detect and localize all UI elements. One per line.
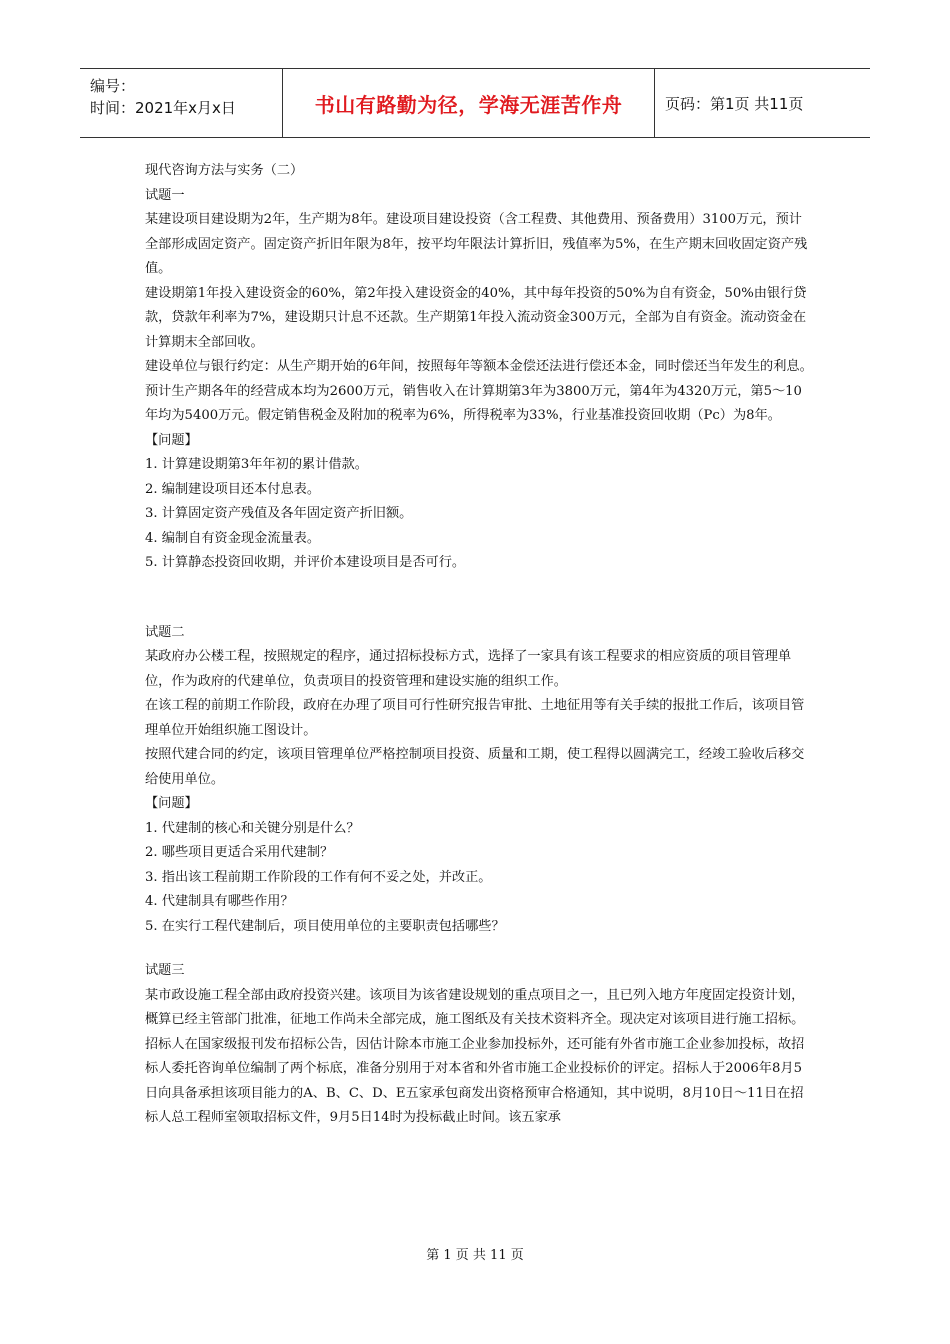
q1-question: 2. 编制建设项目还本付息表。 bbox=[145, 481, 321, 497]
q1-paragraph: 某建设项目建设期为2年，生产期为8年。建设项目建设投资（含工程费、其他费用、预备费用）3100万元，预计全部形成固定资产。固定资产折旧年限为8年，按平均年限法计算折旧，残值率为5%，在生产期末回收固定资产残值。 bbox=[145, 212, 808, 276]
q2-heading: 试题二 bbox=[145, 624, 185, 640]
page-header bbox=[80, 68, 870, 138]
section-spacer bbox=[145, 939, 815, 959]
time-label: 时间：2021年x月x日 bbox=[90, 99, 236, 117]
q2-question: 3. 指出该工程前期工作阶段的工作有何不妥之处，并改正。 bbox=[145, 869, 492, 885]
page-footer bbox=[0, 1244, 950, 1263]
q2-question: 4. 代建制具有哪些作用？ bbox=[145, 894, 294, 909]
q1-paragraph: 建设期第1年投入建设资金的60%，第2年投入建设资金的40%，其中每年投资的50%为自有资金，50%由银行贷款，贷款年利率为7%，建设期只计息不还款。生产期第1年投入流动资金300万元，全部为自有资金。流动资金在计算期末全部回收。 bbox=[145, 285, 807, 350]
q1-paragraph: 预计生产期各年的经营成本均为2600万元，销售收入在计算期第3年为3800万元，第4年为4320万元，第5～10年均为5400万元。假定销售税金及附加的税率为6%，所得税率为33%，行业基准投资回收期（Pc）为8年。 bbox=[145, 383, 802, 423]
q2-question-label: 【问题】 bbox=[145, 796, 198, 811]
doc-title: 现代咨询方法与实务（二） bbox=[145, 163, 304, 178]
q1-question: 3. 计算固定资产残值及各年固定资产折旧额。 bbox=[145, 506, 413, 521]
q2-question: 5. 在实行工程代建制后，项目使用单位的主要职责包括哪些？ bbox=[145, 918, 505, 934]
header-page-cell bbox=[655, 69, 870, 137]
code-label: 编号： bbox=[90, 77, 136, 95]
q1-heading: 试题一 bbox=[145, 187, 185, 203]
document-body bbox=[145, 159, 815, 1131]
page-label: 页码：第1页 共11页 bbox=[665, 94, 804, 113]
q1-question: 5. 计算静态投资回收期，并评价本建设项目是否可行。 bbox=[145, 555, 466, 570]
header-motto-cell bbox=[282, 69, 655, 137]
q2-paragraph: 在该工程的前期工作阶段，政府在办理了项目可行性研究报告审批、土地征用等有关手续的报批工作后，该项目管理单位开始组织施工图设计。 bbox=[145, 698, 805, 738]
section-spacer bbox=[145, 576, 815, 621]
q1-question: 4. 编制自有资金现金流量表。 bbox=[145, 530, 321, 546]
q1-question: 1. 计算建设期第3年年初的累计借款。 bbox=[145, 457, 368, 472]
q2-question: 1. 代建制的核心和关键分别是什么？ bbox=[145, 820, 360, 836]
motto-text: 书山有路勤为径，学海无涯苦作舟 bbox=[314, 92, 623, 117]
q1-paragraph: 建设单位与银行约定：从生产期开始的6年间，按照每年等额本金偿还法进行偿还本金，同时偿还当年发生的利息。 bbox=[145, 359, 813, 374]
q1-question-label: 【问题】 bbox=[145, 432, 198, 448]
q3-heading: 试题三 bbox=[145, 963, 185, 978]
footer-page-number: 第 1 页 共 11 页 bbox=[426, 1248, 524, 1263]
q2-paragraph: 按照代建合同的约定，该项目管理单位严格控制项目投资、质量和工期，使工程得以圆满完工，经竣工验收后移交给使用单位。 bbox=[145, 747, 805, 787]
q3-paragraph: 某市政设施工程全部由政府投资兴建。该项目为该省建设规划的重点项目之一，且已列入地方年度固定投资计划，概算已经主管部门批准，征地工作尚未全部完成，施工图纸及有关技术资料齐全。现决定对该项目进行施工招标。招标人在国家级报刊发布招标公告，因估计除本市施工企业参加投标外，还可能有外省市施工企业参加投标，故招标人委托咨询单位编制了两个标底，准备分别用于对本省和外省市施工企业投标价的评定。招标人于2006年8月5日向具备承担该项目能力的A、B、C、D、E五家承包商发出资格预审合格通知，其中说明，8月10日～11日在招标人总工程师室领取招标文件，9月5日14时为投标截止时间。该五家承 bbox=[145, 987, 805, 1125]
q2-question: 2. 哪些项目更适合采用代建制？ bbox=[145, 845, 334, 860]
q2-paragraph: 某政府办公楼工程，按照规定的程序，通过招标投标方式，选择了一家具有该工程要求的相应资质的项目管理单位，作为政府的代建单位，负责项目的投资管理和建设实施的组织工作。 bbox=[145, 649, 792, 689]
header-meta bbox=[80, 69, 282, 137]
